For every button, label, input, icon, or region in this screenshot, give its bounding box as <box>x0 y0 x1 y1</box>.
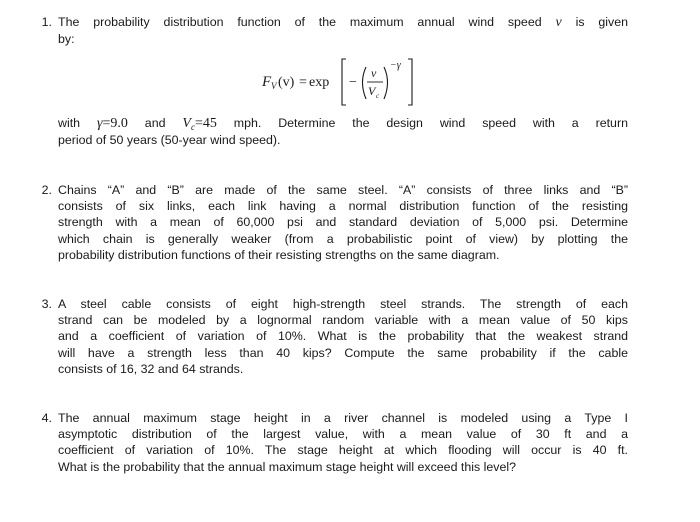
problem-line: coefficient of variation of 10%. The stage height at which flooding will occur is 40 ft. <box>58 443 628 458</box>
problem-line: which chain is generally weaker (from a probabilistic point of view) by plotting the <box>58 231 628 246</box>
right-paren <box>384 67 388 99</box>
problem-1-line-2: by: <box>58 32 75 47</box>
problem-2 <box>41 182 628 263</box>
fraction-numerator: v <box>371 66 377 80</box>
problem-1-continued <box>58 115 628 148</box>
right-bracket <box>408 59 412 105</box>
problem-line: and a coefficient of variation of 10%. What is the probability that the weakest strand <box>58 329 628 344</box>
problem-line: asymptotic distribution of the largest value, with a mean value of 30 ft and a <box>58 427 628 442</box>
problem-1 <box>41 14 629 47</box>
problem-line: consists of six links, each link having a normal distribution function of the resisting <box>58 199 628 214</box>
gamma-value: =9.0 <box>102 116 128 131</box>
problem-number: 1. <box>41 15 52 29</box>
wind-speed-distribution-formula <box>262 53 432 109</box>
fraction-denominator: V <box>368 84 376 98</box>
fraction-denominator-sub: c <box>376 92 380 100</box>
problem-line: probability distribution functions of their resisting strengths on the same diagram. <box>58 247 500 262</box>
formula-exp: exp <box>309 75 330 90</box>
problem-1-line-3: with γ=9.0 and $V_c=45$ mph. Determine the design wind speed with a return <box>58 116 628 132</box>
problem-line: will have a strength less than 40 kips? Compute the same probability if the cable <box>58 345 628 360</box>
problem-line: What is the probability that the annual maximum stage height will exceed this level? <box>58 459 517 474</box>
vc-symbol: V <box>182 116 191 131</box>
formula-equals: = <box>299 75 307 90</box>
problem-line: strand can be modeled by a lognormal random variable with a mean value of 50 kips <box>58 313 628 328</box>
gamma-symbol: γ <box>96 116 103 131</box>
variable-v: v <box>555 15 562 30</box>
vc-sub: c <box>190 122 195 132</box>
formula-minus: − <box>349 75 357 90</box>
problem-line: strength with a mean of 60,000 psi and standard deviation of 5,000 psi. Determine <box>58 215 628 230</box>
problem-line: consists of 16, 32 and 64 strands. <box>58 361 244 376</box>
problem-number: 3. <box>41 297 52 311</box>
problem-3 <box>41 296 628 377</box>
left-paren <box>363 67 367 99</box>
problem-1-line-1: The probability distribution function of the maximum annual wind speed v is given <box>58 15 629 30</box>
vc-value: =45 <box>194 116 217 131</box>
left-bracket <box>342 59 346 105</box>
formula-power: −γ <box>390 60 401 71</box>
formula-F: F <box>262 74 272 90</box>
formula-F-sub: V <box>271 81 277 91</box>
problem-number: 4. <box>41 411 52 425</box>
problem-4 <box>41 410 628 475</box>
problem-line: A steel cable consists of eight high-strength steel strands. The strength of each <box>58 297 628 311</box>
problem-1-line-4: period of 50 years (50-year wind speed). <box>58 133 281 148</box>
problem-line: Chains “A” and “B” are made of the same steel. “A” consists of three links and “B” <box>58 183 628 197</box>
problem-number: 2. <box>41 183 52 197</box>
formula-arg: (v) <box>278 75 295 90</box>
problem-line: The annual maximum stage height in a river channel is modeled using a Type I <box>58 411 628 425</box>
